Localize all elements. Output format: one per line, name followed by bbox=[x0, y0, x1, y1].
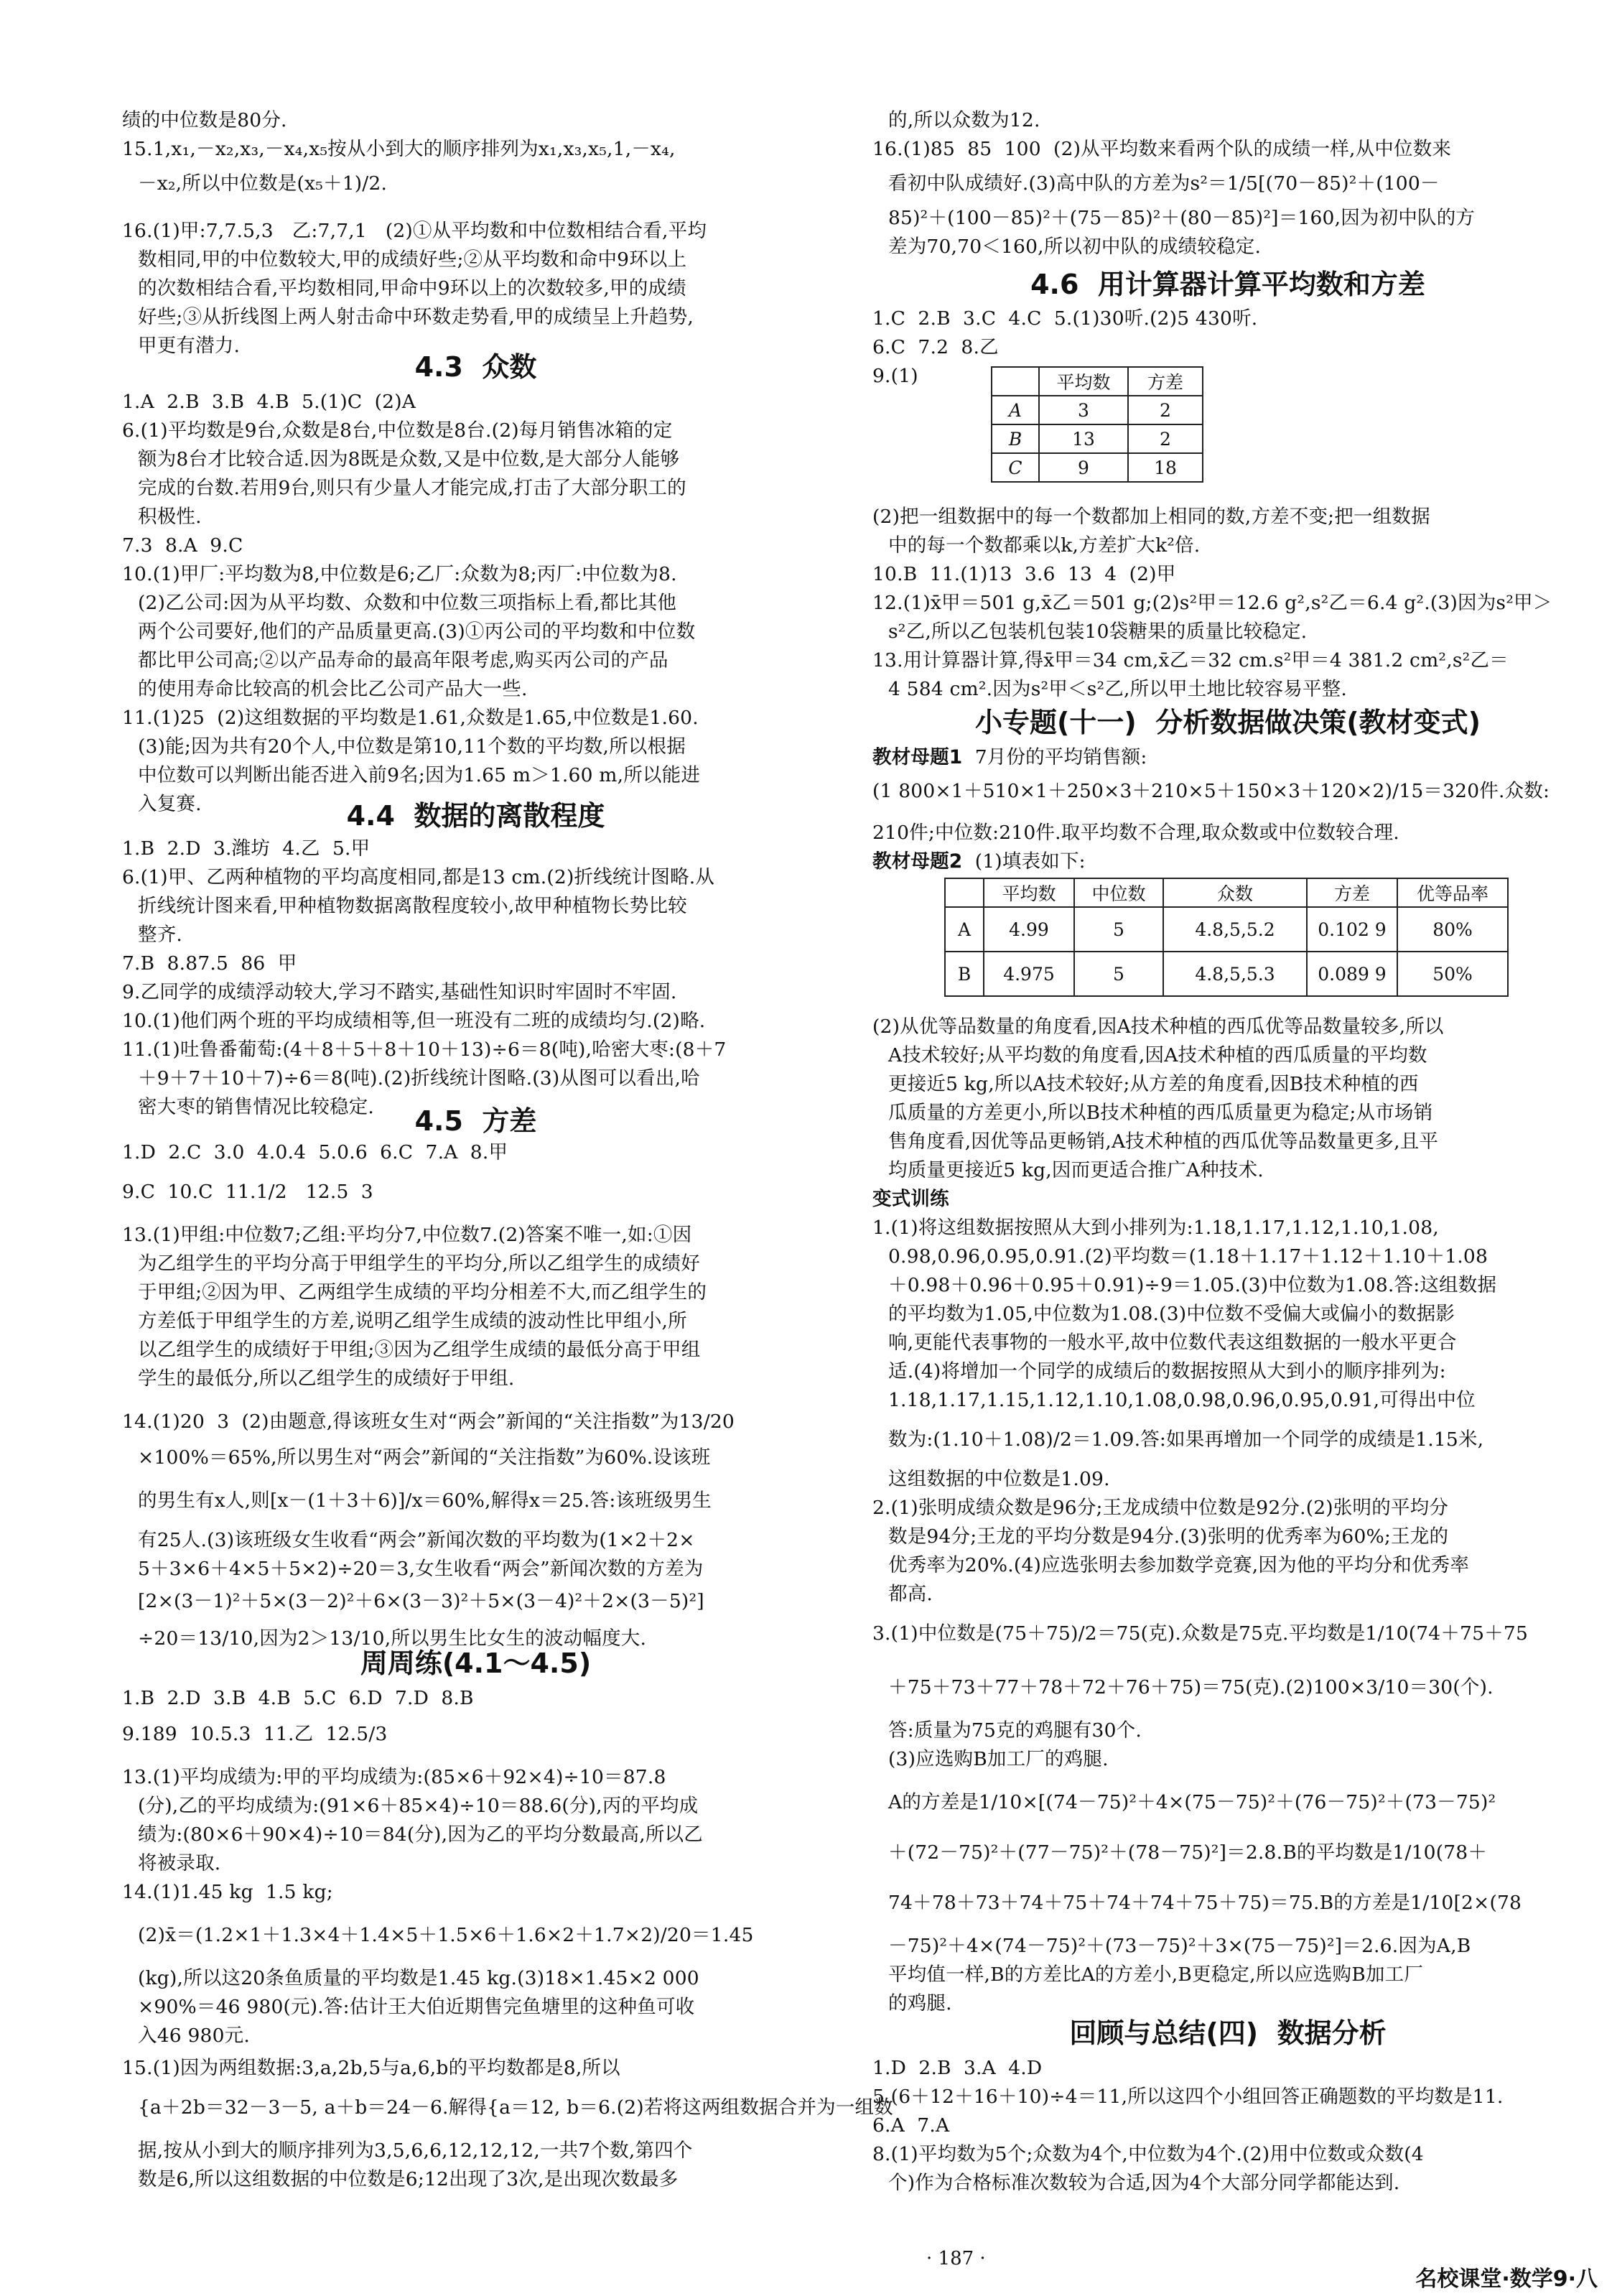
text-line: [2×(3－1)²＋5×(3－2)²＋6×(3－3)²＋5×(3－4)²＋2×(3－5)²] bbox=[138, 1590, 704, 1612]
text-line: 整齐. bbox=[138, 924, 183, 946]
text-line: 9.(1) bbox=[872, 365, 918, 387]
text-line: 以乙组学生的成绩好于甲组;③因为乙组学生成绩的最低分高于甲组 bbox=[138, 1339, 701, 1361]
table-cell: 13 bbox=[1039, 424, 1128, 453]
table-header-cell: 众数 bbox=[1163, 878, 1307, 907]
text-line: 6.C 7.2 8.乙 bbox=[872, 336, 999, 358]
text-line: 瓜质量的方差更小,所以B技术种植的西瓜质量更为稳定;从市场销 bbox=[888, 1102, 1433, 1124]
text-line: 为乙组学生的平均分高于甲组学生的平均分,所以乙组学生的成绩好 bbox=[138, 1252, 700, 1275]
table-row bbox=[992, 396, 1203, 424]
table-cell: B bbox=[992, 424, 1039, 453]
table-header-cell: 优等品率 bbox=[1397, 878, 1508, 907]
text-line: 绩的中位数是80分. bbox=[122, 109, 287, 131]
text-line: 这组数据的中位数是1.09. bbox=[888, 1468, 1110, 1490]
table-header-cell: 方差 bbox=[1128, 367, 1203, 396]
table-cell: 80% bbox=[1397, 907, 1508, 952]
section-heading: 4.6 用计算器计算平均数和方差 bbox=[1030, 269, 1425, 300]
text-line: 6.A 7.A bbox=[872, 2114, 950, 2137]
table-row bbox=[992, 453, 1203, 482]
text-line: ＋0.98＋0.96＋0.95＋0.91)÷9＝1.05.(3)中位数为1.08.答:这组数据 bbox=[888, 1274, 1497, 1296]
text-line: 个)作为合格标准次数较为合适,因为4个大部分同学都能达到. bbox=[888, 2172, 1400, 2194]
table-row bbox=[945, 952, 1508, 996]
text-line: ＋75＋73＋77＋78＋72＋76＋75)＝75(克).(2)100×3/10＝30(个). bbox=[888, 1676, 1494, 1698]
text-line: 74＋78＋73＋74＋75＋74＋74＋75＋75)＝75.B的方差是1/10[2×(78 bbox=[888, 1892, 1522, 1914]
table-cell: 2 bbox=[1128, 424, 1203, 453]
text-line: 1.A 2.B 3.B 4.B 5.(1)C (2)A bbox=[122, 391, 416, 413]
text-line: 均质量更接近5 kg,因而更适合推广A种技术. bbox=[888, 1159, 1264, 1181]
table-cell: 0.089 9 bbox=[1307, 952, 1397, 996]
text-line: 1.D 2.B 3.A 4.D bbox=[872, 2057, 1043, 2079]
table-cell: 4.99 bbox=[984, 907, 1074, 952]
text-line: s²乙,所以乙包装机包装10袋糖果的质量比较稳定. bbox=[888, 621, 1308, 643]
text-line: 1.B 2.D 3.B 4.B 5.C 6.D 7.D 8.B bbox=[122, 1687, 474, 1709]
mean-variance-table bbox=[991, 366, 1203, 483]
text-line: 1.18,1.17,1.15,1.12,1.10,1.08,0.98,0.96,0.95,0.91,可得出中位 bbox=[888, 1389, 1476, 1411]
text-line: 折线统计图来看,甲种植物数据离散程度较小,故甲种植物长势比较 bbox=[138, 895, 687, 917]
text-line: 入46 980元. bbox=[138, 2025, 250, 2047]
text-line: 7.B 8.87.5 86 甲 bbox=[122, 952, 297, 975]
text-line: 1.B 2.D 3.潍坊 4.乙 5.甲 bbox=[122, 837, 371, 860]
text-line: A的方差是1/10×[(74－75)²＋4×(75－75)²＋(76－75)²＋(73－75)² bbox=[888, 1791, 1496, 1813]
subsection-label: 变式训练 bbox=[872, 1188, 949, 1210]
problem-label: 教材母题1 bbox=[872, 746, 963, 768]
table-header-cell: 平均数 bbox=[984, 878, 1074, 907]
text-line: 数是94分;王龙的平均分数是94分.(3)张明的优秀率为60%;王龙的 bbox=[888, 1525, 1449, 1548]
text-line: 响,更能代表事物的一般水平,故中位数代表这组数据的一般水平更合 bbox=[888, 1331, 1457, 1354]
table-cell: B bbox=[945, 952, 984, 996]
text-line: 数为:(1.10＋1.08)/2＝1.09.答:如果再增加一个同学的成绩是1.15米, bbox=[888, 1428, 1484, 1451]
text-line: (3)能;因为共有20个人,中位数是第10,11个数的平均数,所以根据 bbox=[138, 735, 686, 758]
text-line: 10.(1)甲厂:平均数为8,中位数是6;乙厂:众数为8;丙厂:中位数为8. bbox=[122, 563, 677, 585]
text-line: 适.(4)将增加一个同学的成绩后的数据按照从大到小的顺序排列为: bbox=[888, 1360, 1446, 1382]
text-line: 85)²＋(100－85)²＋(75－85)²＋(80－85)²]＝160,因为初中队的方 bbox=[888, 207, 1476, 229]
text-line: 的使用寿命比较高的机会比乙公司产品大一些. bbox=[138, 678, 528, 700]
text-line: 优秀率为20%.(4)应选张明去参加数学竞赛,因为他的平均分和优秀率 bbox=[888, 1554, 1470, 1576]
text-line: 好些;③从折线图上两人射击命中环数走势看,甲的成绩呈上升趋势, bbox=[138, 306, 694, 328]
page-number: · 187 · bbox=[926, 2248, 986, 2269]
text-line: 210件;中位数:210件.取平均数不合理,取众数或中位数较合理. bbox=[872, 822, 1399, 844]
text-line: 平均值一样,B的方差比A的方差小,B更稳定,所以应选购B加工厂 bbox=[888, 1963, 1424, 1986]
text-line: 积极性. bbox=[138, 506, 202, 528]
text-line: 16.(1)85 85 100 (2)从平均数来看两个队的成绩一样,从中位数来 bbox=[872, 138, 1452, 160]
table-cell: 3 bbox=[1039, 396, 1128, 424]
text-line: 6.(1)平均数是9台,众数是8台,中位数是8台.(2)每月销售冰箱的定 bbox=[122, 419, 673, 442]
section-heading: 4.4 数据的离散程度 bbox=[346, 800, 605, 832]
text-line: 绩为:(80×6＋90×4)÷10＝84(分),因为乙的平均分数最高,所以乙 bbox=[138, 1823, 703, 1846]
text-line: (kg),所以这20条鱼质量的平均数是1.45 kg.(3)18×1.45×2 000 bbox=[138, 1967, 699, 1989]
text-line: (1 800×1＋510×1＋250×3＋210×5＋150×3＋120×2)/15＝320件.众数: bbox=[872, 780, 1550, 802]
text-line: (2)从优等品数量的角度看,因A技术种植的西瓜优等品数量较多,所以 bbox=[872, 1015, 1444, 1038]
table-cell: C bbox=[992, 453, 1039, 482]
text-line: 15.(1)因为两组数据:3,a,2b,5与a,6,b的平均数都是8,所以 bbox=[122, 2057, 620, 2079]
text-span: (1)填表如下: bbox=[962, 850, 1086, 873]
table-cell: 18 bbox=[1128, 453, 1203, 482]
text-line: 的,所以众数为12. bbox=[888, 109, 1040, 131]
text-line: (2)乙公司:因为从平均数、众数和中位数三项指标上看,都比其他 bbox=[138, 592, 677, 614]
table-cell: 5 bbox=[1074, 952, 1163, 996]
problem-label: 教材母题2 bbox=[872, 850, 963, 873]
text-line bbox=[872, 743, 1147, 772]
text-line: 5＋3×6＋4×5＋5×2)÷20＝3,女生收看“两会”新闻次数的方差为 bbox=[138, 1558, 704, 1580]
text-span: 7月份的平均销售额: bbox=[962, 746, 1147, 768]
text-line: 14.(1)20 3 (2)由题意,得该班女生对“两会”新闻的“关注指数”为13/20 bbox=[122, 1410, 735, 1433]
text-line: 1.D 2.C 3.0 4.0.4 5.0.6 6.C 7.A 8.甲 bbox=[122, 1141, 508, 1163]
text-line: 3.(1)中位数是(75＋75)/2＝75(克).众数是75克.平均数是1/10(74＋75＋75 bbox=[872, 1622, 1528, 1645]
text-line: 11.(1)吐鲁番葡萄:(4＋8＋5＋8＋10＋13)÷6＝8(吨),哈密大枣:(8＋7 bbox=[122, 1038, 727, 1061]
table-header-cell: 中位数 bbox=[1074, 878, 1163, 907]
text-line: 中的每一个数都乘以k,方差扩大k²倍. bbox=[888, 534, 1201, 557]
text-line: 8.(1)平均数为5个;众数为4个,中位数为4个.(2)用中位数或众数(4 bbox=[872, 2143, 1424, 2165]
text-line: ＋9＋7＋10＋7)÷6＝8(吨).(2)折线统计图略.(3)从图可以看出,哈 bbox=[138, 1067, 700, 1089]
text-line: 中位数可以判断出能否进入前9名;因为1.65 m＞1.60 m,所以能进 bbox=[138, 764, 701, 786]
text-line: 15.1,x₁,－x₂,x₃,－x₄,x₅按从小到大的顺序排列为x₁,x₃,x₅,1,－x₄, bbox=[122, 138, 676, 160]
section-heading: 小专题(十一) 分析数据做决策(教材变式) bbox=[975, 707, 1481, 738]
text-line: 方差低于甲组学生的方差,说明乙组学生成绩的波动性比甲组小,所 bbox=[138, 1310, 687, 1332]
text-line: 10.B 11.(1)13 3.6 13 4 (2)甲 bbox=[872, 563, 1176, 585]
table-cell: A bbox=[992, 396, 1039, 424]
text-line: 入复赛. bbox=[138, 793, 202, 815]
text-line: 有25人.(3)该班级女生收看“两会”新闻次数的平均数为(1×2＋2× bbox=[138, 1529, 695, 1551]
table-cell: 4.8,5,5.3 bbox=[1163, 952, 1307, 996]
text-line: 10.(1)他们两个班的平均成绩相等,但一班没有二班的成绩均匀.(2)略. bbox=[122, 1010, 706, 1032]
text-line: 完成的台数.若用9台,则只有少量人才能完成,打击了大部分职工的 bbox=[138, 477, 686, 499]
text-line: 更接近5 kg,所以A技术较好;从方差的角度看,因B技术种植的西 bbox=[888, 1073, 1419, 1095]
text-line: (3)应选购B加工厂的鸡腿. bbox=[888, 1748, 1109, 1770]
text-line: 差为70,70＜160,所以初中队的成绩较稳定. bbox=[888, 236, 1262, 258]
text-line: 的次数相结合看,平均数相同,甲命中9环以上的次数较多,甲的成绩 bbox=[138, 277, 686, 299]
text-line: 6.(1)甲、乙两种植物的平均高度相同,都是13 cm.(2)折线统计图略.从 bbox=[122, 866, 715, 888]
text-line: 的男生有x人,则[x－(1＋3＋6)]/x＝60%,解得x＝25.答:该班级男生 bbox=[138, 1489, 712, 1512]
text-line: 11.(1)25 (2)这组数据的平均数是1.61,众数是1.65,中位数是1.60. bbox=[122, 707, 699, 729]
text-line: 数相同,甲的中位数较大,甲的成绩好些;②从平均数和命中9环以上 bbox=[138, 248, 687, 271]
text-line: 答:质量为75克的鸡腿有30个. bbox=[888, 1719, 1142, 1742]
table-row bbox=[945, 907, 1508, 952]
section-heading: 4.5 方差 bbox=[414, 1105, 537, 1137]
table-header-cell bbox=[945, 878, 984, 907]
text-line: 将被录取. bbox=[138, 1852, 221, 1874]
table-cell: 2 bbox=[1128, 396, 1203, 424]
text-line: 9.C 10.C 11.1/2 12.5 3 bbox=[122, 1181, 373, 1203]
text-line: 9.189 10.5.3 11.乙 12.5/3 bbox=[122, 1723, 388, 1745]
table-cell: 0.102 9 bbox=[1307, 907, 1397, 952]
text-line: 12.(1)x̄甲＝501 g,x̄乙＝501 g;(2)s²甲＝12.6 g²,s²乙＝6.4 g².(3)因为s²甲＞ bbox=[872, 592, 1552, 614]
text-line: 数是6,所以这组数据的中位数是6;12出现了3次,是出现次数最多 bbox=[138, 2168, 679, 2190]
text-line: (2)x̄＝(1.2×1＋1.3×4＋1.4×5＋1.5×6＋1.6×2＋1.7×2)/20＝1.45 bbox=[138, 1924, 754, 1946]
text-line: 甲更有潜力. bbox=[138, 335, 241, 357]
text-line bbox=[872, 847, 1086, 876]
watermelon-stats-table bbox=[944, 878, 1509, 997]
table-header-cell: 平均数 bbox=[1039, 367, 1128, 396]
text-line: ＋(72－75)²＋(77－75)²＋(78－75)²]＝2.8.B的平均数是1/10(78＋ bbox=[888, 1841, 1488, 1864]
text-line: 16.(1)甲:7,7.5,3 乙:7,7,1 (2)①从平均数和中位数相结合看,平均 bbox=[122, 220, 707, 242]
text-line: 两个公司要好,他们的产品质量更高.(3)①丙公司的平均数和中位数 bbox=[138, 621, 696, 643]
table-cell: 4.8,5,5.2 bbox=[1163, 907, 1307, 952]
table-header-row bbox=[945, 878, 1508, 907]
table-header-cell bbox=[992, 367, 1039, 396]
table-cell: 5 bbox=[1074, 907, 1163, 952]
section-heading: 4.3 众数 bbox=[414, 351, 537, 383]
table-cell: 50% bbox=[1397, 952, 1508, 996]
text-line: －x₂,所以中位数是(x₅＋1)/2. bbox=[138, 172, 388, 195]
table-cell: 9 bbox=[1039, 453, 1128, 482]
section-heading: 周周练(4.1～4.5) bbox=[360, 1647, 592, 1679]
text-line: 的平均数为1.05,中位数为1.08.(3)中位数不受偏大或偏小的数据影 bbox=[888, 1303, 1455, 1325]
text-line: {a＋2b＝32－3－5, a＋b＝24－6.解得{a＝12, b＝6.(2)若将这两组数据合并为一组数 bbox=[138, 2096, 893, 2119]
text-line: －75)²＋4×(74－75)²＋(73－75)²＋3×(75－75)²]＝2.6.因为A,B bbox=[888, 1935, 1471, 1957]
table-row bbox=[992, 424, 1203, 453]
text-line: 的鸡腿. bbox=[888, 1992, 952, 2014]
text-line: 13.用计算器计算,得x̄甲＝34 cm,x̄乙＝32 cm.s²甲＝4 381.2 cm²,s²乙＝ bbox=[872, 649, 1509, 671]
text-line: 4 584 cm².因为s²甲＜s²乙,所以甲土地比较容易平整. bbox=[888, 678, 1347, 700]
text-line: 0.98,0.96,0.95,0.91.(2)平均数＝(1.18＋1.17＋1.12＋1.10＋1.08 bbox=[888, 1245, 1488, 1268]
text-line: 看初中队成绩好.(3)高中队的方差为s²＝1/5[(70－85)²＋(100－ bbox=[888, 172, 1440, 195]
text-line: 7.3 8.A 9.C bbox=[122, 534, 243, 557]
text-line: 5.(6＋12＋16＋10)÷4＝11,所以这四个小组回答正确题数的平均数是11. bbox=[872, 2086, 1504, 2108]
text-line: 据,按从小到大的顺序排列为3,5,6,6,12,12,12,一共7个数,第四个 bbox=[138, 2139, 693, 2162]
text-line: 额为8台才比较合适.因为8既是众数,又是中位数,是大部分人能够 bbox=[138, 448, 680, 470]
text-line: ÷20＝13/10,因为2＞13/10,所以男生比女生的波动幅度大. bbox=[138, 1627, 647, 1650]
table-header-row bbox=[992, 367, 1203, 396]
section-heading: 回顾与总结(四) 数据分析 bbox=[1069, 2017, 1387, 2049]
text-line: 2.(1)张明成绩众数是96分;王龙成绩中位数是92分.(2)张明的平均分 bbox=[872, 1497, 1449, 1519]
text-line: 1.C 2.B 3.C 4.C 5.(1)30听.(2)5 430听. bbox=[872, 307, 1258, 330]
text-line: 密大枣的销售情况比较稳定. bbox=[138, 1096, 375, 1118]
text-line: 13.(1)甲组:中位数7;乙组:平均分7,中位数7.(2)答案不唯一,如:①因 bbox=[122, 1224, 692, 1246]
text-line: 1.(1)将这组数据按照从大到小排列为:1.18,1.17,1.12,1.10,1.08, bbox=[872, 1217, 1439, 1239]
text-line: (分),乙的平均成绩为:(91×6＋85×4)÷10＝88.6(分),丙的平均成 bbox=[138, 1795, 699, 1817]
text-line: 学生的最低分,所以乙组学生的成绩好于甲组. bbox=[138, 1367, 515, 1390]
text-line: ×90%＝46 980(元).答:估计王大伯近期售完鱼塘里的这种鱼可收 bbox=[138, 1996, 695, 2018]
table-cell: A bbox=[945, 907, 984, 952]
text-line: 都高. bbox=[888, 1583, 933, 1605]
text-line: 9.乙同学的成绩浮动较大,学习不踏实,基础性知识时牢固时不牢固. bbox=[122, 981, 677, 1003]
text-line: A技术较好;从平均数的角度看,因A技术种植的西瓜质量的平均数 bbox=[888, 1044, 1427, 1066]
text-line: ×100%＝65%,所以男生对“两会”新闻的“关注指数”为60%.设该班 bbox=[138, 1446, 711, 1469]
table-cell: 4.975 bbox=[984, 952, 1074, 996]
table-header-cell: 方差 bbox=[1307, 878, 1397, 907]
text-line: (2)把一组数据中的每一个数都加上相同的数,方差不变;把一组数据 bbox=[872, 506, 1430, 528]
text-line: 于甲组;②因为甲、乙两组学生成绩的平均分相差不大,而乙组学生的 bbox=[138, 1281, 707, 1303]
book-brand-label: 名校课堂·数学9·八 bbox=[1415, 2267, 1598, 2292]
text-line: 14.(1)1.45 kg 1.5 kg; bbox=[122, 1881, 333, 1903]
text-line: 售角度看,因优等品更畅销,A技术种植的西瓜优等品数量更多,且平 bbox=[888, 1130, 1439, 1153]
text-line: 13.(1)平均成绩为:甲的平均成绩为:(85×6＋92×4)÷10＝87.8 bbox=[122, 1766, 666, 1788]
text-line: 都比甲公司高;②以产品寿命的最高年限考虑,购买丙公司的产品 bbox=[138, 649, 668, 671]
